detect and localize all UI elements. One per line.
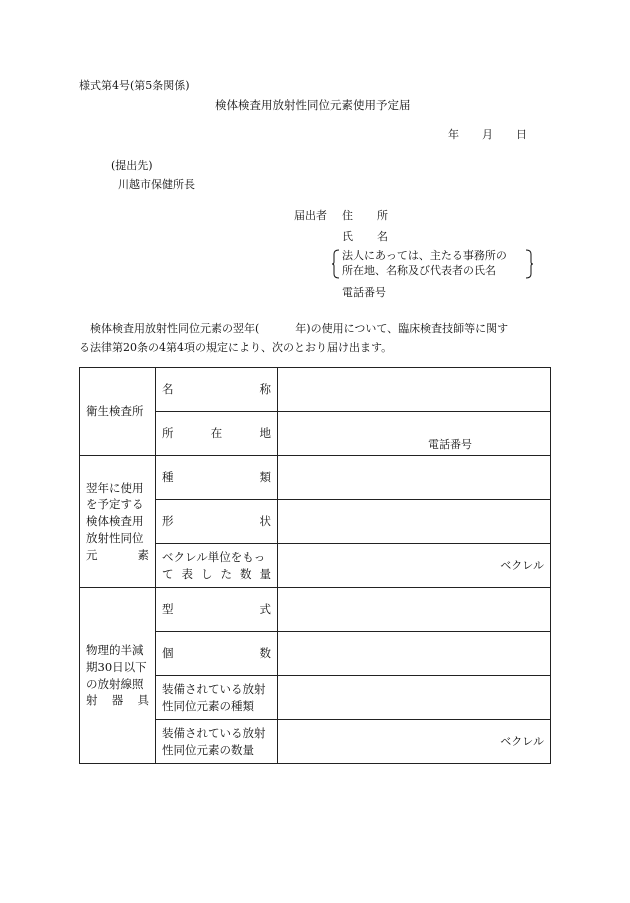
label-char: て [162, 566, 174, 581]
label-char: 形 [162, 514, 174, 529]
name-char-2: 名 [377, 230, 388, 243]
form-number: 様式第4号(第5条関係) [79, 79, 190, 92]
table-row [80, 368, 551, 412]
label-char: 類 [259, 470, 271, 485]
body-text-line2: る法律第20条の4第4項の規定により、次のとおり届け出ます。 [79, 341, 393, 354]
category-lab-text: 衛生検査所 [86, 404, 144, 419]
label-char: 個 [162, 646, 174, 661]
isotope-quantity-field[interactable] [278, 544, 551, 588]
irradiator-isotope-kind-field[interactable] [278, 676, 551, 720]
category-line: 検体検査用 [86, 514, 144, 529]
becquerel-unit: ベクレル [500, 735, 544, 749]
irradiator-model-label [156, 588, 278, 632]
category-char: 器 [111, 693, 124, 708]
registration-table [79, 367, 551, 764]
body-text-part1: 検体検査用放射性同位元素の翌年( [90, 322, 260, 335]
category-line [86, 547, 149, 564]
category-char: 射 [86, 693, 98, 708]
left-bracket [332, 249, 340, 279]
right-bracket [525, 249, 533, 279]
lab-name-label [156, 368, 278, 412]
label-char: 種 [162, 470, 174, 485]
category-char: 元 [86, 547, 98, 562]
recipient-label: (提出先) [111, 159, 153, 172]
isotope-kind-field[interactable] [278, 456, 551, 500]
address-char-1: 住 [342, 209, 353, 222]
label-char: 称 [259, 382, 271, 397]
label-char: た [220, 566, 232, 581]
label-char: 数 [240, 566, 252, 581]
label-line: ベクレル単位をもっ [162, 549, 266, 564]
applicant-address-label [342, 209, 388, 224]
applicant-label: 届出者 [294, 209, 327, 222]
lab-phone-label: 電話番号 [428, 438, 472, 452]
label-char: 名 [162, 382, 174, 397]
table-row [80, 456, 551, 500]
label-char: 数 [259, 646, 271, 661]
irradiator-count-label [156, 632, 278, 676]
label-line: 性同位元素の数量 [162, 742, 254, 757]
irradiator-isotope-kind-label [156, 676, 278, 720]
date-day: 日 [516, 128, 527, 141]
date-year: 年 [448, 128, 459, 141]
address-char-2: 所 [377, 209, 388, 222]
body-text-part2: 年)の使用について、臨床検査技師等に関す [295, 322, 509, 335]
category-char: 具 [137, 693, 149, 708]
label-char: 式 [259, 602, 271, 617]
category-line: 翌年に使用 [86, 480, 144, 495]
label-line: 性同位元素の種類 [162, 698, 254, 713]
name-char-1: 氏 [342, 230, 353, 243]
becquerel-unit: ベクレル [500, 559, 544, 573]
irradiator-model-field[interactable] [278, 588, 551, 632]
applicant-name-label [342, 230, 388, 245]
isotope-shape-field[interactable] [278, 500, 551, 544]
category-line: を予定する [86, 497, 144, 512]
isotope-quantity-label [156, 544, 278, 588]
recipient-name: 川越市保健所長 [118, 178, 195, 191]
category-line: 放射性同位 [86, 530, 144, 545]
category-char: 素 [137, 547, 149, 562]
label-line: 装備されている放射 [162, 681, 266, 696]
label-char: 型 [162, 602, 174, 617]
table-row [80, 588, 551, 632]
label-char: 地 [259, 426, 271, 441]
body-text-line1 [90, 322, 508, 337]
lab-address-label [156, 412, 278, 456]
isotope-kind-label [156, 456, 278, 500]
category-line: 物理的半減 [86, 643, 144, 658]
label-char: 状 [259, 514, 271, 529]
lab-address-field[interactable] [278, 412, 551, 456]
category-line: の放射線照 [86, 676, 144, 691]
isotope-shape-label [156, 500, 278, 544]
category-isotope [80, 456, 156, 588]
applicant-phone-label: 電話番号 [342, 286, 386, 299]
label-char: し [201, 566, 213, 581]
irradiator-isotope-quantity-label [156, 720, 278, 764]
irradiator-count-field[interactable] [278, 632, 551, 676]
label-line: 装備されている放射 [162, 725, 266, 740]
category-lab [80, 368, 156, 456]
corporate-note-line2: 所在地、名称及び代表者の氏名 [342, 264, 496, 277]
irradiator-isotope-quantity-field[interactable] [278, 720, 551, 764]
lab-name-field[interactable] [278, 368, 551, 412]
corporate-note-line1: 法人にあっては、主たる事務所の [342, 249, 507, 262]
category-line: 期30日以下 [86, 659, 147, 674]
category-line [86, 692, 149, 709]
label-char: 量 [259, 566, 271, 581]
date-month: 月 [482, 128, 493, 141]
document-title: 検体検査用放射性同位元素使用予定届 [215, 98, 411, 112]
label-char: 所 [162, 426, 174, 441]
label-char: 在 [210, 426, 223, 441]
label-char: 表 [181, 566, 193, 581]
category-irradiator [80, 588, 156, 764]
